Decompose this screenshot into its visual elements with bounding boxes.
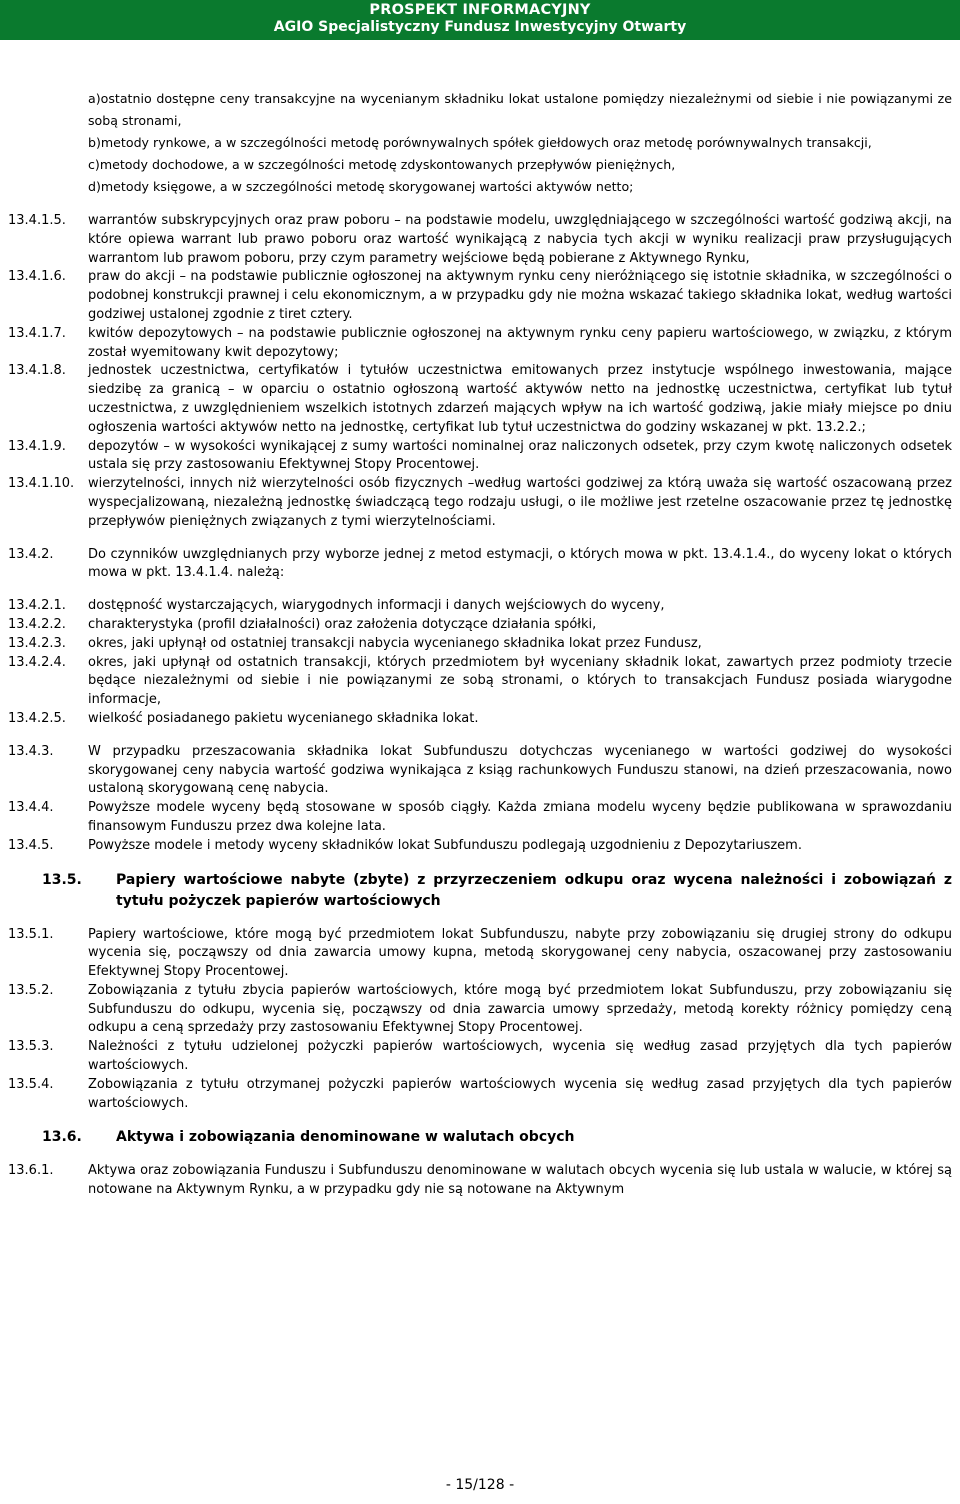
section-title: Papiery wartościowe nabyte (zbyte) z przyrzeczeniem odkupu oraz wycena należności i zobowiązań z tytułu pożyczek papierów wartościowych [116, 871, 952, 909]
clause-13-4-2-5 [8, 710, 952, 729]
list-item: b)metody rynkowe, a w szczególności metodę porównywalnych spółek giełdowych oraz metodę porównywalnych transakcji, [88, 135, 872, 150]
clause-text: dostępność wystarczających, wiarygodnych informacji i danych wejściowych do wyceny, [88, 598, 665, 614]
document-body [8, 88, 952, 1200]
clause-13-4-2-2 [8, 616, 952, 635]
clause-number: 13.4.2.5. [8, 710, 66, 726]
clause-13-4-1-9 [8, 438, 952, 476]
list-item: c)metody dochodowe, a w szczególności metodę zdyskontowanych przepływów pieniężnych, [88, 157, 676, 172]
clause-13-5-1 [8, 926, 952, 982]
page-header [0, 0, 960, 40]
clause-13-4-2-3 [8, 635, 952, 654]
clause-13-4-2-1 [8, 597, 952, 616]
clause-number: 13.4.2.1. [8, 598, 66, 614]
clause-13-5-3 [8, 1038, 952, 1076]
clause-number: 13.4.2.3. [8, 635, 66, 651]
clause-text: okres, jaki upłynął od ostatniej transakcji nabycia wycenianego składnika lokat przez Fundusz, [88, 635, 702, 651]
clause-text: praw do akcji – na podstawie publicznie ogłoszonej na aktywnym rynku ceny nieróżniącego się istotnie składnika, w szczególności o podobnej konstrukcji prawnej i celu ekonomicznym, a w przypadku gdy nie można wskazać takiego składnika lokat, według wartości godziwej ustalonej zgodnie z tiret cztery. [88, 269, 952, 322]
clause-number: 13.5.1. [8, 926, 54, 942]
clause-number: 13.4.4. [8, 800, 54, 816]
header-fund-name: AGIO Specjalistyczny Fundusz Inwestycyjny Otwarty [273, 19, 687, 35]
clause-text: wielkość posiadanego pakietu wycenianego składnika lokat. [88, 710, 479, 726]
clause-text: Powyższe modele wyceny będą stosowane w sposób ciągły. Każda zmiana modelu wyceny będzie publikowana w sprawozdaniu finansowym Funduszu przez dwa kolejne lata. [88, 800, 952, 834]
clause-13-4-1-5 [8, 212, 952, 268]
clause-number: 13.4.1.7. [8, 325, 66, 341]
header-title: PROSPEKT INFORMACYJNY [369, 2, 591, 18]
clause-text: W przypadku przeszacowania składnika lokat Subfunduszu dotychczas wycenianego w wartości godziwej do wysokości skorygowanej ceny nabycia wartość godziwa wynikająca z ksiąg rachunkowych Funduszu stanowi, na dzień przeszacowania, nowo ustaloną skorygowaną cenę nabycia. [88, 743, 952, 797]
clause-13-4-1-6 [8, 268, 952, 324]
clause-13-4-1-7 [8, 325, 952, 363]
clause-number: 13.4.2. [8, 546, 54, 562]
page-number: - 15/128 - [445, 1477, 515, 1493]
clause-number: 13.4.5. [8, 837, 54, 853]
clause-13-5-2 [8, 982, 952, 1038]
clause-text: kwitów depozytowych – na podstawie publicznie ogłoszonej na aktywnym rynku ceny papieru wartościowego, w związku, z którym został wyemitowany kwit depozytowy; [88, 325, 952, 360]
clause-text: depozytów – w wysokości wynikającej z sumy wartości nominalnej oraz naliczonych odsetek, przy czym kwotę naliczonych odsetek ustala się przy zastosowaniu Efektywnej Stopy Procentowej. [88, 438, 952, 473]
clause-13-4-1-8 [8, 362, 952, 437]
method-list [8, 88, 952, 198]
clause-text: jednostek uczestnictwa, certyfikatów i tytułów uczestnictwa emitowanych przez instytucje wspólnego inwestowania, mające siedzibę za granicą – w oparciu o ostatnio ogłoszoną wartość aktywów netto na jednostkę uczestnictwa, certyfikat lub tytuł uczestnictwa, z uwzględnieniem wszelkich istotnych zdarzeń mających wpływ na ich wartość godziwą, jakie miały miejsce po dniu ogłoszenia wartości aktywów netto na jednostkę, certyfikat lub tytuł uczestnictwa do godziny wskazanej w pkt. 13.2.2.; [88, 363, 952, 435]
clause-13-6-1 [8, 1162, 952, 1200]
section-heading-13-6 [42, 1127, 952, 1148]
clause-number: 13.4.1.9. [8, 438, 66, 454]
clause-13-4-2 [8, 546, 952, 584]
clause-13-4-5 [8, 837, 952, 856]
section-number: 13.6. [42, 1129, 82, 1146]
clause-text: Aktywa oraz zobowiązania Funduszu i Subfunduszu denominowane w walutach obcych wycenia się lub ustala w walucie, w której są notowane na Aktywnym Rynku, a w przypadku gdy nie są notowane na Aktywnym [88, 1163, 952, 1198]
clause-number: 13.6.1. [8, 1163, 54, 1179]
clause-text: okres, jaki upłynął od ostatnich transakcji, których przedmiotem był wyceniany składnik lokat, zawartych przez podmioty trzecie będące niezależnymi od siebie i nie powiązanymi ze sobą stronami, o których to transakcjach Fundusz posiada wiarygodne informacje, [88, 654, 952, 708]
clause-number: 13.4.2.4. [8, 654, 66, 670]
clause-number: 13.5.2. [8, 982, 54, 998]
clause-number: 13.4.2.2. [8, 616, 66, 632]
clause-number: 13.4.1.6. [8, 269, 66, 285]
clause-text: Zobowiązania z tytułu otrzymanej pożyczki papierów wartościowych wycenia się według zasad przyjętych dla tych papierów wartościowych. [88, 1076, 952, 1111]
section-number: 13.5. [42, 871, 82, 888]
clause-13-4-4 [8, 799, 952, 837]
section-title: Aktywa i zobowiązania denominowane w walutach obcych [116, 1129, 575, 1146]
clause-number: 13.4.1.10. [8, 476, 75, 492]
clause-text: Papiery wartościowe, które mogą być przedmiotem lokat Subfunduszu, nabyte przy zobowiązaniu się drugiej strony do odkupu wycenia się, począwszy od dnia zawarcia umowy kupna, metodą skorygowanej ceny nabycia, oszacowanej przy zastosowaniu Efektywnej Stopy Procentowej. [88, 926, 952, 980]
clause-number: 13.4.1.8. [8, 363, 66, 379]
clause-text: Do czynników uwzględnianych przy wyborze jednej z metod estymacji, o których mowa w pkt. 13.4.1.4., do wyceny lokat o których mowa w pkt. 13.4.1.4. należą: [88, 546, 952, 581]
clause-number: 13.5.3. [8, 1039, 54, 1055]
clause-13-4-3 [8, 743, 952, 799]
clause-number: 13.5.4. [8, 1076, 54, 1092]
clause-text: wierzytelności, innych niż wierzytelności osób fizycznych –według wartości godziwej za którą uważa się wartość oszacowaną przez wyspecjalizowaną, niezależną jednostkę świadczącą tego rodzaju usługi, o ile możliwe jest rzetelne oszacowanie przez tę jednostkę przepływów pieniężnych związanych z tymi wierzytelnościami. [88, 476, 952, 529]
clause-13-5-4 [8, 1076, 952, 1114]
clause-text: Należności z tytułu udzielonej pożyczki papierów wartościowych, wycenia się według zasad przyjętych dla tych papierów wartościowych. [88, 1039, 952, 1074]
clause-text: Zobowiązania z tytułu zbycia papierów wartościowych, które mogą być przedmiotem lokat Subfunduszu, przy zobowiązaniu się Subfunduszu do odkupu, wycenia się, począwszy od dnia zawarcia umowy sprzedaży, metodą korekty różnicy pomiędzy ceną odkupu a ceną sprzedaży przy zastosowaniu Efektywnej Stopy Procentowej. [88, 982, 952, 1036]
clause-text: charakterystyka (profil działalności) oraz założenia dotyczące działania spółki, [88, 616, 597, 632]
list-item: a)ostatnio dostępne ceny transakcyjne na wycenianym składniku lokat ustalone pomiędzy niezależnymi od siebie i nie powiązanymi ze sobą stronami, [88, 91, 952, 128]
clause-text: warrantów subskrypcyjnych oraz praw poboru – na podstawie modelu, uwzględniającego w szczególności wartość godziwą akcji, na które opiewa warrant lub prawo poboru oraz wartość wynikającą z nabycia tych akcji w wyniku realizacji praw przysługujących warrantom lub prawom poboru, przy czym parametry wejściowe będą pobierane z Aktywnego Rynku, [88, 213, 952, 266]
clause-number: 13.4.1.5. [8, 213, 66, 228]
clause-text: Powyższe modele i metody wyceny składników lokat Subfunduszu podlegają uzgodnieniu z Depozytariuszem. [88, 837, 802, 853]
list-item: d)metody księgowe, a w szczególności metodę skorygowanej wartości aktywów netto; [88, 179, 634, 194]
clause-13-4-1-10 [8, 475, 952, 531]
clause-number: 13.4.3. [8, 743, 54, 759]
section-heading-13-5 [42, 870, 952, 912]
clause-13-4-2-4 [8, 654, 952, 710]
